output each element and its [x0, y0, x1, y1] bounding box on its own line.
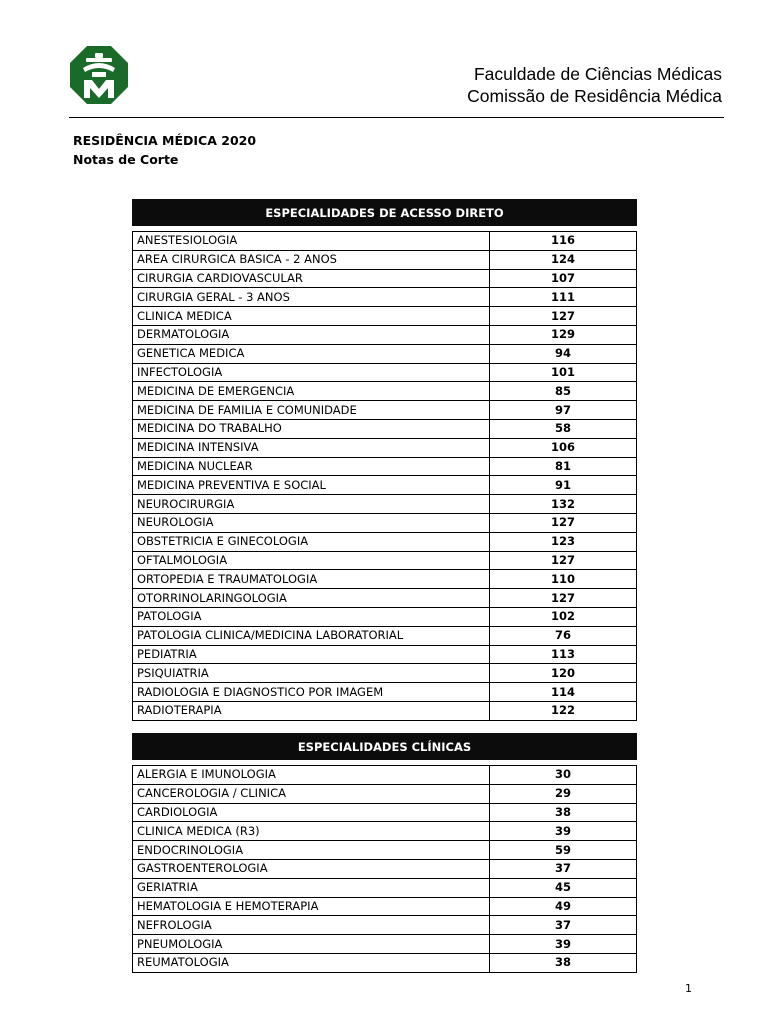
specialty-name: MEDICINA NUCLEAR [133, 457, 490, 476]
specialty-name: REUMATOLOGIA [133, 953, 490, 972]
cutoff-score: 127 [490, 513, 637, 532]
table-heading: ESPECIALIDADES DE ACESSO DIRETO [133, 200, 637, 226]
cutoff-score: 38 [490, 953, 637, 972]
table-row [133, 401, 637, 420]
specialty-name: PATOLOGIA [133, 607, 490, 626]
cutoff-score: 114 [490, 683, 637, 702]
document-subtitle: Notas de Corte [73, 152, 179, 167]
cutoff-score: 107 [490, 269, 637, 288]
table-row [133, 897, 637, 916]
specialty-name: MEDICINA DO TRABALHO [133, 419, 490, 438]
table-row [133, 307, 637, 326]
specialty-name: CLINICA MEDICA (R3) [133, 822, 490, 841]
cutoff-score: 97 [490, 401, 637, 420]
specialty-name: ALERGIA E IMUNOLOGIA [133, 766, 490, 785]
table-row [133, 325, 637, 344]
cutoff-score: 30 [490, 766, 637, 785]
table-row [133, 232, 637, 251]
cutoff-score: 124 [490, 250, 637, 269]
specialty-name: OBSTETRICIA E GINECOLOGIA [133, 532, 490, 551]
specialty-name: NEFROLOGIA [133, 916, 490, 935]
table-row [133, 344, 637, 363]
table-row [133, 607, 637, 626]
page-number: 1 [685, 982, 692, 995]
cutoff-score: 58 [490, 419, 637, 438]
table-row [133, 570, 637, 589]
table-row [133, 363, 637, 382]
specialty-name: GENETICA MEDICA [133, 344, 490, 363]
specialty-name: PSIQUIATRIA [133, 664, 490, 683]
cutoff-score: 85 [490, 382, 637, 401]
table-row [133, 457, 637, 476]
specialty-name: MEDICINA DE EMERGENCIA [133, 382, 490, 401]
cutoff-score: 76 [490, 626, 637, 645]
table-row [133, 513, 637, 532]
table-heading: ESPECIALIDADES CLÍNICAS [133, 734, 637, 760]
table-row [133, 664, 637, 683]
cutoff-score: 94 [490, 344, 637, 363]
table-clinical-specialties [132, 733, 637, 973]
table-row [133, 438, 637, 457]
table-row [133, 935, 637, 954]
specialty-name: GASTROENTEROLOGIA [133, 859, 490, 878]
table-row [133, 803, 637, 822]
cutoff-score: 37 [490, 859, 637, 878]
specialty-name: OTORRINOLARINGOLOGIA [133, 589, 490, 608]
specialty-name: OFTALMOLOGIA [133, 551, 490, 570]
table-row [133, 916, 637, 935]
table-row [133, 419, 637, 438]
specialty-name: RADIOLOGIA E DIAGNOSTICO POR IMAGEM [133, 683, 490, 702]
table-direct-access [132, 199, 637, 721]
specialty-name: PEDIATRIA [133, 645, 490, 664]
cutoff-score: 91 [490, 476, 637, 495]
cutoff-score: 127 [490, 589, 637, 608]
document-title: RESIDÊNCIA MÉDICA 2020 [73, 133, 257, 148]
cutoff-score: 132 [490, 495, 637, 514]
cutoff-score: 106 [490, 438, 637, 457]
cutoff-score: 39 [490, 822, 637, 841]
cutoff-score: 29 [490, 784, 637, 803]
table-row [133, 476, 637, 495]
institution-logo [70, 46, 128, 104]
specialty-name: DERMATOLOGIA [133, 325, 490, 344]
table-row [133, 288, 637, 307]
cutoff-score: 49 [490, 897, 637, 916]
cutoff-score: 113 [490, 645, 637, 664]
cutoff-score: 111 [490, 288, 637, 307]
specialty-name: PATOLOGIA CLINICA/MEDICINA LABORATORIAL [133, 626, 490, 645]
specialty-name: CLINICA MEDICA [133, 307, 490, 326]
specialty-name: ENDOCRINOLOGIA [133, 841, 490, 860]
specialty-name: RADIOTERAPIA [133, 701, 490, 720]
cutoff-score: 122 [490, 701, 637, 720]
cutoff-score: 45 [490, 878, 637, 897]
specialty-name: CANCEROLOGIA / CLINICA [133, 784, 490, 803]
specialty-name: CIRURGIA GERAL - 3 ANOS [133, 288, 490, 307]
specialty-name: CARDIOLOGIA [133, 803, 490, 822]
faculty-name: Faculdade de Ciências Médicas [473, 64, 722, 84]
table-row [133, 784, 637, 803]
header-divider [69, 117, 724, 118]
table-row [133, 382, 637, 401]
cutoff-score: 110 [490, 570, 637, 589]
specialty-name: GERIATRIA [133, 878, 490, 897]
specialty-name: MEDICINA PREVENTIVA E SOCIAL [133, 476, 490, 495]
table-row [133, 701, 637, 720]
cutoff-score: 101 [490, 363, 637, 382]
specialty-name: AREA CIRURGICA BASICA - 2 ANOS [133, 250, 490, 269]
commission-name: Comissão de Residência Médica [467, 86, 722, 106]
cutoff-score: 59 [490, 841, 637, 860]
document-heading [73, 131, 256, 169]
cutoff-score: 123 [490, 532, 637, 551]
cutoff-score: 37 [490, 916, 637, 935]
table-row [133, 841, 637, 860]
institution-header [467, 63, 722, 107]
cutoff-score: 129 [490, 325, 637, 344]
cutoff-score: 39 [490, 935, 637, 954]
table-row [133, 495, 637, 514]
table-row [133, 878, 637, 897]
table-row [133, 683, 637, 702]
cutoff-score: 116 [490, 232, 637, 251]
specialty-name: PNEUMOLOGIA [133, 935, 490, 954]
table-row [133, 822, 637, 841]
table-row [133, 626, 637, 645]
cutoff-score: 81 [490, 457, 637, 476]
specialty-name: HEMATOLOGIA E HEMOTERAPIA [133, 897, 490, 916]
specialty-name: ORTOPEDIA E TRAUMATOLOGIA [133, 570, 490, 589]
specialty-name: NEUROCIRURGIA [133, 495, 490, 514]
table-row [133, 532, 637, 551]
table-row [133, 766, 637, 785]
specialty-name: INFECTOLOGIA [133, 363, 490, 382]
specialty-name: MEDICINA DE FAMILIA E COMUNIDADE [133, 401, 490, 420]
cutoff-score: 127 [490, 551, 637, 570]
table-row [133, 953, 637, 972]
table-row [133, 589, 637, 608]
specialty-name: ANESTESIOLOGIA [133, 232, 490, 251]
table-row [133, 551, 637, 570]
table-row [133, 645, 637, 664]
table-row [133, 250, 637, 269]
specialty-name: CIRURGIA CARDIOVASCULAR [133, 269, 490, 288]
table-row [133, 269, 637, 288]
cutoff-score: 38 [490, 803, 637, 822]
specialty-name: MEDICINA INTENSIVA [133, 438, 490, 457]
cutoff-score: 120 [490, 664, 637, 683]
table-row [133, 859, 637, 878]
cutoff-score: 127 [490, 307, 637, 326]
cutoff-score: 102 [490, 607, 637, 626]
specialty-name: NEUROLOGIA [133, 513, 490, 532]
